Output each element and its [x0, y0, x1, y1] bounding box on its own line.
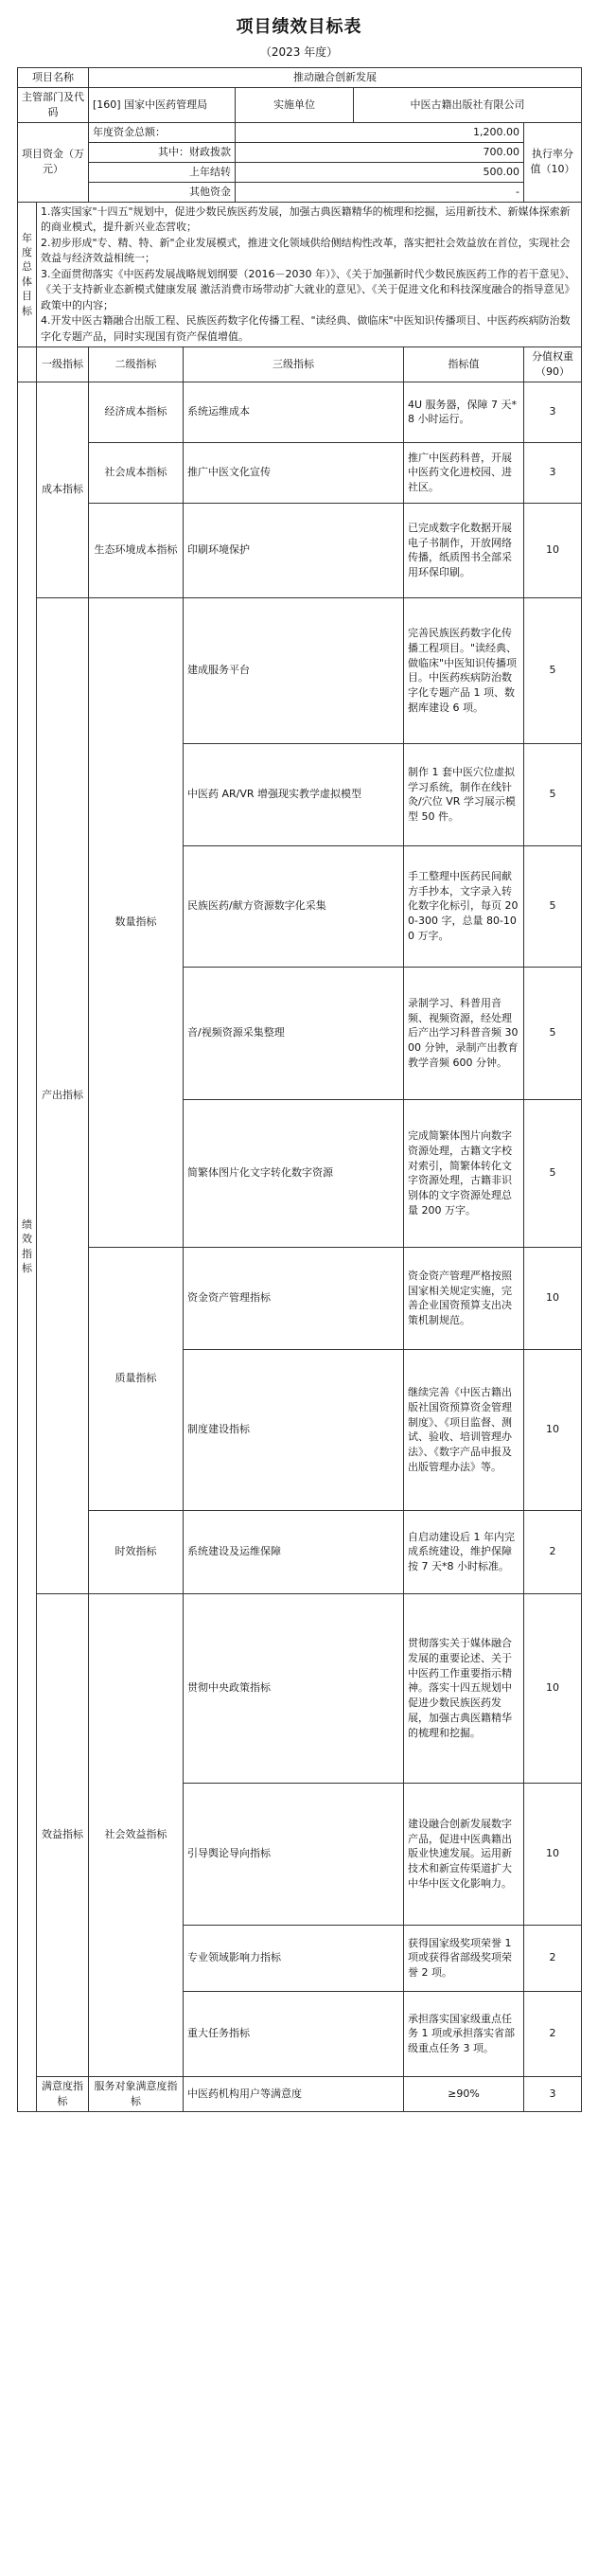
level1-cell: 效益指标 [37, 1593, 89, 2076]
funds-total-value: 1,200.00 [236, 122, 524, 142]
level1-cell: 成本指标 [37, 382, 89, 597]
value-cell: 建设融合创新发展数字产品，促进中医典籍出版业快速发展。运用新技术和新宣传渠道扩大中华中医文化影响力。 [404, 1783, 524, 1925]
level2-cell: 生态环境成本指标 [89, 503, 184, 597]
summary-line: 3.全面贯彻落实《中医药发展战略规划纲要（2016－2030 年）》、《关于加强新时代少数民族医药工作的若干意见》、《关于支持新业态新模式健康发展 激活消费市场带动扩大就业的意见》、《关于促进文化和科技深度融合的指导意见》政策中的内容； [41, 267, 575, 311]
value-cell: 推广中医药科普，开展中医药文化进校园、进社区。 [404, 442, 524, 503]
value-cell: 录制学习、科普用音频、视频资源，经处理后产出学习科普音频 3000 分钟，录制产出教育教学音频 600 分钟。 [404, 967, 524, 1099]
value-cell: 承担落实国家级重点任务 1 项或承担落实省部级重点任务 3 项。 [404, 1991, 524, 2076]
funds-fiscal-label: 其中：财政拨款 [89, 142, 236, 162]
header-value: 指标值 [404, 347, 524, 382]
funds-fiscal-row [18, 142, 582, 162]
value-cell: 自启动建设后 1 年内完成系统建设，维护保障按 7 天*8 小时标准。 [404, 1510, 524, 1593]
weight-cell: 2 [524, 1991, 582, 2076]
level3-cell: 制度建设指标 [184, 1349, 404, 1510]
weight-cell: 5 [524, 597, 582, 743]
performance-label: 绩效指标 [18, 382, 37, 2111]
page-year: （2023 年度） [259, 45, 339, 59]
table-row [18, 2076, 582, 2111]
funds-other-label: 其他资金 [89, 182, 236, 202]
value-cell: 手工整理中医药民间献方手抄本，文字录入转化数字化标引，每页 200-300 字，总量 80-100 万字。 [404, 845, 524, 967]
table-row [18, 597, 582, 743]
header-level3: 三级指标 [184, 347, 404, 382]
weight-cell: 2 [524, 1925, 582, 1991]
level1-cell: 满意度指标 [37, 2076, 89, 2111]
table-row [18, 1247, 582, 1349]
level3-cell: 印刷环境保护 [184, 503, 404, 597]
weight-cell: 5 [524, 967, 582, 1099]
unit-label: 实施单位 [236, 87, 354, 122]
unit-value: 中医古籍出版社有限公司 [354, 87, 582, 122]
level2-cell: 时效指标 [89, 1510, 184, 1593]
value-cell: 获得国家级奖项荣誉 1 项或获得省部级奖项荣誉 2 项。 [404, 1925, 524, 1991]
level3-cell: 系统运维成本 [184, 382, 404, 442]
table-row [18, 503, 582, 597]
value-cell: 贯彻落实关于媒体融合发展的重要论述、关于中医药工作重要指示精神。落实十四五规划中促进少数民族医药发展，加强古典医籍精华的梳理和挖掘。 [404, 1593, 524, 1783]
dept-row [18, 87, 582, 122]
funds-other-value: - [236, 182, 524, 202]
level3-cell: 贯彻中央政策指标 [184, 1593, 404, 1783]
weight-cell: 10 [524, 1349, 582, 1510]
weight-cell: 10 [524, 1593, 582, 1783]
value-cell: 完善民族医药数字化传播工程项目。"读经典、做临床"中医知识传播项目。中医药疾病防治数字化专题产品 1 项、数据库建设 6 项。 [404, 597, 524, 743]
weight-cell: 3 [524, 382, 582, 442]
level2-cell: 经济成本指标 [89, 382, 184, 442]
funds-carry-row [18, 162, 582, 182]
dept-label: 主管部门及代码 [18, 87, 89, 122]
value-cell: 资金资产管理严格按照国家相关规定实施，完善企业国资预算支出决策机制规范。 [404, 1247, 524, 1349]
value-cell: 完成简繁体图片向数字资源处理，古籍文字校对索引，简繁体转化文字资源处理，古籍非识别体的文字资源处理总量 200 万字。 [404, 1099, 524, 1247]
summary-line: 2.初步形成"专、精、特、新"企业发展模式，推进文化领域供给侧结构性改革，落实把社会效益放在首位，实现社会效益与经济效益相统一； [41, 236, 571, 265]
summary-line: 1.落实国家"十四五"规划中，促进少数民族医药发展，加强古典医籍精华的梳理和挖掘，运用新技术、新媒体探索新的商业模式，提升新兴业态营收； [41, 204, 571, 234]
weight-cell: 10 [524, 503, 582, 597]
weight-cell: 10 [524, 1247, 582, 1349]
weight-cell: 5 [524, 1099, 582, 1247]
funds-fiscal-value: 700.00 [236, 142, 524, 162]
table-row [18, 1593, 582, 1783]
level3-cell: 民族医药/献方资源数字化采集 [184, 845, 404, 967]
level3-cell: 系统建设及运维保障 [184, 1510, 404, 1593]
level2-cell: 数量指标 [89, 597, 184, 1247]
header-level2: 二级指标 [89, 347, 184, 382]
level3-cell: 建成服务平台 [184, 597, 404, 743]
level2-cell: 社会效益指标 [89, 1593, 184, 2076]
table-row [18, 382, 582, 442]
project-name-row [18, 68, 582, 88]
value-cell: ≥90% [404, 2076, 524, 2111]
weight-cell: 3 [524, 2076, 582, 2111]
weight-cell: 2 [524, 1510, 582, 1593]
value-cell: 已完成数字化数据开展电子书制作，开放网络传播，纸质图书全部采用环保印刷。 [404, 503, 524, 597]
table-row [18, 442, 582, 503]
level2-cell: 质量指标 [89, 1247, 184, 1510]
level1-cell: 产出指标 [37, 597, 89, 1593]
indicator-header-row [18, 347, 582, 382]
level3-cell: 中医药 AR/VR 增强现实教学虚拟模型 [184, 743, 404, 845]
table-row [18, 1510, 582, 1593]
level3-cell: 专业领域影响力指标 [184, 1925, 404, 1991]
level3-cell: 引导舆论导向指标 [184, 1783, 404, 1925]
funds-total-label: 年度资金总额： [89, 122, 236, 142]
level3-cell: 音/视频资源采集整理 [184, 967, 404, 1099]
level3-cell: 资金资产管理指标 [184, 1247, 404, 1349]
summary-line: 4.开发中医古籍融合出版工程、民族医药数字化传播工程、"读经典、做临床"中医知识传播项目、中医药疾病防治数字化专题产品，同时实现国有资产保值增值。 [41, 314, 571, 343]
weight-cell: 3 [524, 442, 582, 503]
dept-value: [160] 国家中医药管理局 [89, 87, 236, 122]
summary-label: 年度总体目标 [18, 202, 37, 347]
level3-cell: 重大任务指标 [184, 1991, 404, 2076]
funds-label: 项目资金（万元） [18, 122, 89, 202]
project-name-value: 推动融合创新发展 [89, 68, 582, 88]
value-cell: 制作 1 套中医穴位虚拟学习系统，制作在线针灸/穴位 VR 学习展示模型 50 件。 [404, 743, 524, 845]
level3-cell: 中医药机构用户等满意度 [184, 2076, 404, 2111]
performance-table [17, 67, 582, 2112]
level2-cell: 服务对象满意度指标 [89, 2076, 184, 2111]
header-spacer [18, 347, 37, 382]
funds-carry-label: 上年结转 [89, 162, 236, 182]
summary-row [18, 202, 582, 347]
level2-cell: 社会成本指标 [89, 442, 184, 503]
funds-other-row [18, 182, 582, 202]
page-title: 项目绩效目标表 [236, 17, 362, 37]
funds-score-label: 执行率分值（10） [524, 122, 582, 202]
value-cell: 继续完善《中医古籍出版社国资预算资金管理制度》、《项目监督、测试、验收、培训管理办法》、《数字产品申报及出版管理办法》等。 [404, 1349, 524, 1510]
level3-cell: 推广中医文化宣传 [184, 442, 404, 503]
weight-cell: 5 [524, 743, 582, 845]
project-name-label: 项目名称 [18, 68, 89, 88]
weight-cell: 5 [524, 845, 582, 967]
value-cell: 4U 服务器，保障 7 天*8 小时运行。 [404, 382, 524, 442]
header-level1: 一级指标 [37, 347, 89, 382]
weight-cell: 10 [524, 1783, 582, 1925]
funds-carry-value: 500.00 [236, 162, 524, 182]
level3-cell: 简繁体图片化文字转化数字资源 [184, 1099, 404, 1247]
header-weight: 分值权重（90） [524, 347, 582, 382]
summary-text [37, 202, 582, 347]
funds-total-row [18, 122, 582, 142]
